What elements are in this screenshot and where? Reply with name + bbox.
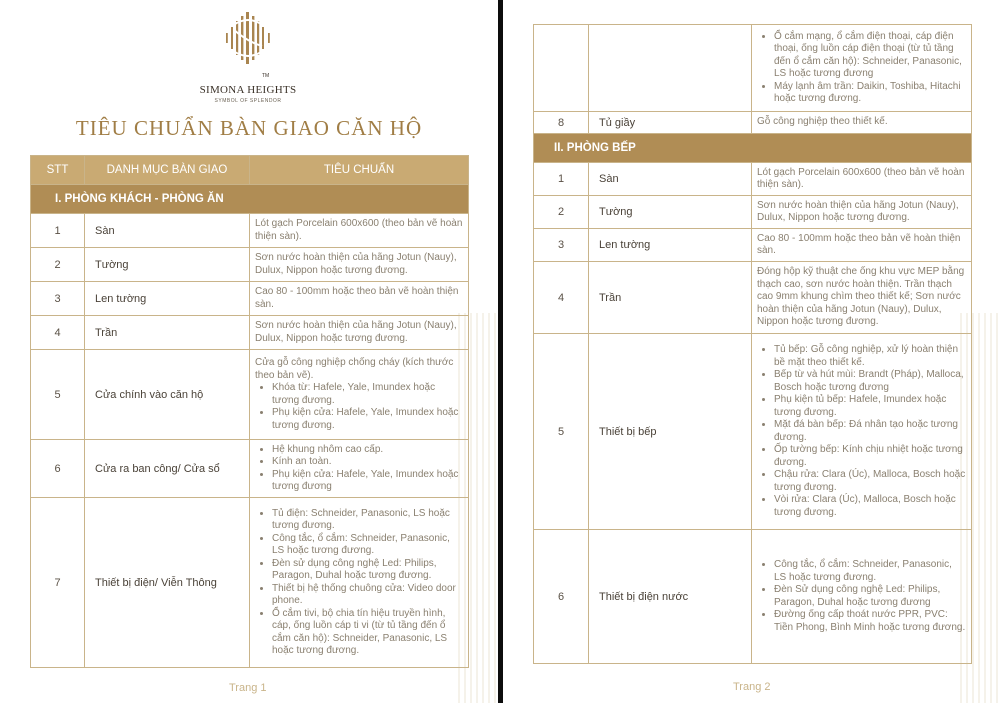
table-row-continued: • Ổ cắm mạng, ổ cắm điện thoại, cáp điện thoại, ống luồn cáp điện thoại (từ tủ tầng đến ổ cắm căn hộ): Schneider, Panasonic, LS hoặc tương đương • Máy lạnh âm trần: Daikin, Toshiba, Hitachi hoặc tương đương. [534, 25, 972, 112]
table-row: 1 Sàn Lót gạch Porcelain 600x600 (theo bản vẽ hoàn thiện sàn). [31, 214, 469, 248]
page-number: Trang 1 [229, 682, 267, 694]
table-row: 4 Trần Đóng hộp kỹ thuật che ống khu vực MEP bằng thạch cao, sơn nước hoàn thiện. Trần thạch cao 9mm khung chìm theo thiết kế; Sơn nước hoàn thiện của hãng Jotun (Nauy), Dulux, Nippon hoặc tương đương. [534, 262, 972, 334]
table-row: 5 Cửa chính vào căn hộ Cửa gỗ công nghiệp chống cháy (kích thước theo bản vẽ). • Khóa từ: Hafele, Yale, Imundex hoặc tương đương. • Phụ kiện cửa: Hafele, Yale, Imundex hoặc tương đương. [31, 350, 469, 440]
table-row: 4 Trần Sơn nước hoàn thiện của hãng Jotun (Nauy), Dulux, Nippon hoặc tương đương. [31, 316, 469, 350]
simona-heights-logo-icon [218, 12, 278, 64]
header-stt: STT [31, 156, 85, 185]
section-living-dining: I. PHÒNG KHÁCH - PHÒNG ĂN [31, 185, 469, 214]
table-row: 6 Cửa ra ban công/ Cửa sổ • Hệ khung nhôm cao cấp. • Kính an toàn. • Phụ kiện cửa: Hafele, Yale, Imundex hoặc tương đương [31, 440, 469, 498]
header-standard: TIÊU CHUẨN [250, 156, 469, 185]
page-2 [503, 0, 1000, 703]
brand-name: SIMONA HEIGHTS [199, 84, 297, 96]
table-row: 1 Sàn Lót gạch Porcelain 600x600 (theo bản vẽ hoàn thiện sàn). [534, 163, 972, 196]
table-row: 7 Thiết bị điện/ Viễn Thông • Tủ điện: Schneider, Panasonic, LS hoặc tương đương. • Công tắc, ổ cắm: Schneider, Panasonic, LS hoặc tương đương. • Đèn sử dụng công nghệ Led: Philips, Paragon, Duhal hoặc tương đương. • Thiết bị hệ thống chuông cửa: Video door phone. • Ổ cắm tivi, bộ chia tín hiệu truyền hình, cáp, ống luồn cáp ti vi (từ tủ tầng đến ổ cắm căn hộ): Schneider, Panasonic, LS hoặc tương đương. [31, 498, 469, 668]
handover-table-2 [533, 24, 972, 664]
table-row: 3 Len tường Cao 80 - 100mm hoặc theo bản vẽ hoàn thiện sàn. [31, 282, 469, 316]
table-row: 6 Thiết bị điện nước • Công tắc, ổ cắm: Schneider, Panasonic, LS hoặc tương đương. • Đèn Sử dụng công nghệ Led: Philips, Paragon, Duhal hoặc tương đương • Đường ống cấp thoát nước PPR, PVC: Tiền Phong, Bình Minh hoặc tương đương. [534, 530, 972, 664]
table-row: 5 Thiết bị bếp • Tủ bếp: Gỗ công nghiệp, xử lý hoàn thiện bề mặt theo thiết kế. • Bếp từ và hút mùi: Brandt (Pháp), Malloca, Bosch hoặc tương đương • Phụ kiện tủ bếp: Hafele, Imundex hoặc tương đương. • Mặt đá bàn bếp: Đá nhân tạo hoặc tương đương. • Ốp tường bếp: Kính chịu nhiệt hoặc tương đương. • Chậu rửa: Clara (Úc), Malloca, Bosch hoặc tương đương. • Vòi rửa: Clara (Úc), Malloca, Bosch hoặc tương đương. [534, 334, 972, 530]
table-row: 3 Len tường Cao 80 - 100mm hoặc theo bản vẽ hoàn thiện sàn. [534, 229, 972, 262]
table-row: 2 Tường Sơn nước hoàn thiện của hãng Jotun (Nauy), Dulux, Nippon hoặc tương đương. [31, 248, 469, 282]
page-title: TIÊU CHUẨN BÀN GIAO CĂN HỘ [75, 116, 423, 140]
header-category: DANH MỤC BÀN GIAO [85, 156, 250, 185]
section-kitchen: II. PHÒNG BẾP [534, 134, 972, 163]
handover-table-1 [30, 155, 469, 668]
page-1 [0, 0, 498, 703]
brand-tagline: SYMBOL OF SPLENDOR [214, 98, 282, 104]
trademark-mark: TM [262, 73, 270, 79]
table-row: 8 Tủ giầy Gỗ công nghiệp theo thiết kế. [534, 112, 972, 134]
page-number: Trang 2 [733, 681, 771, 693]
table-row: 2 Tường Sơn nước hoàn thiện của hãng Jotun (Nauy), Dulux, Nippon hoặc tương đương. [534, 196, 972, 229]
